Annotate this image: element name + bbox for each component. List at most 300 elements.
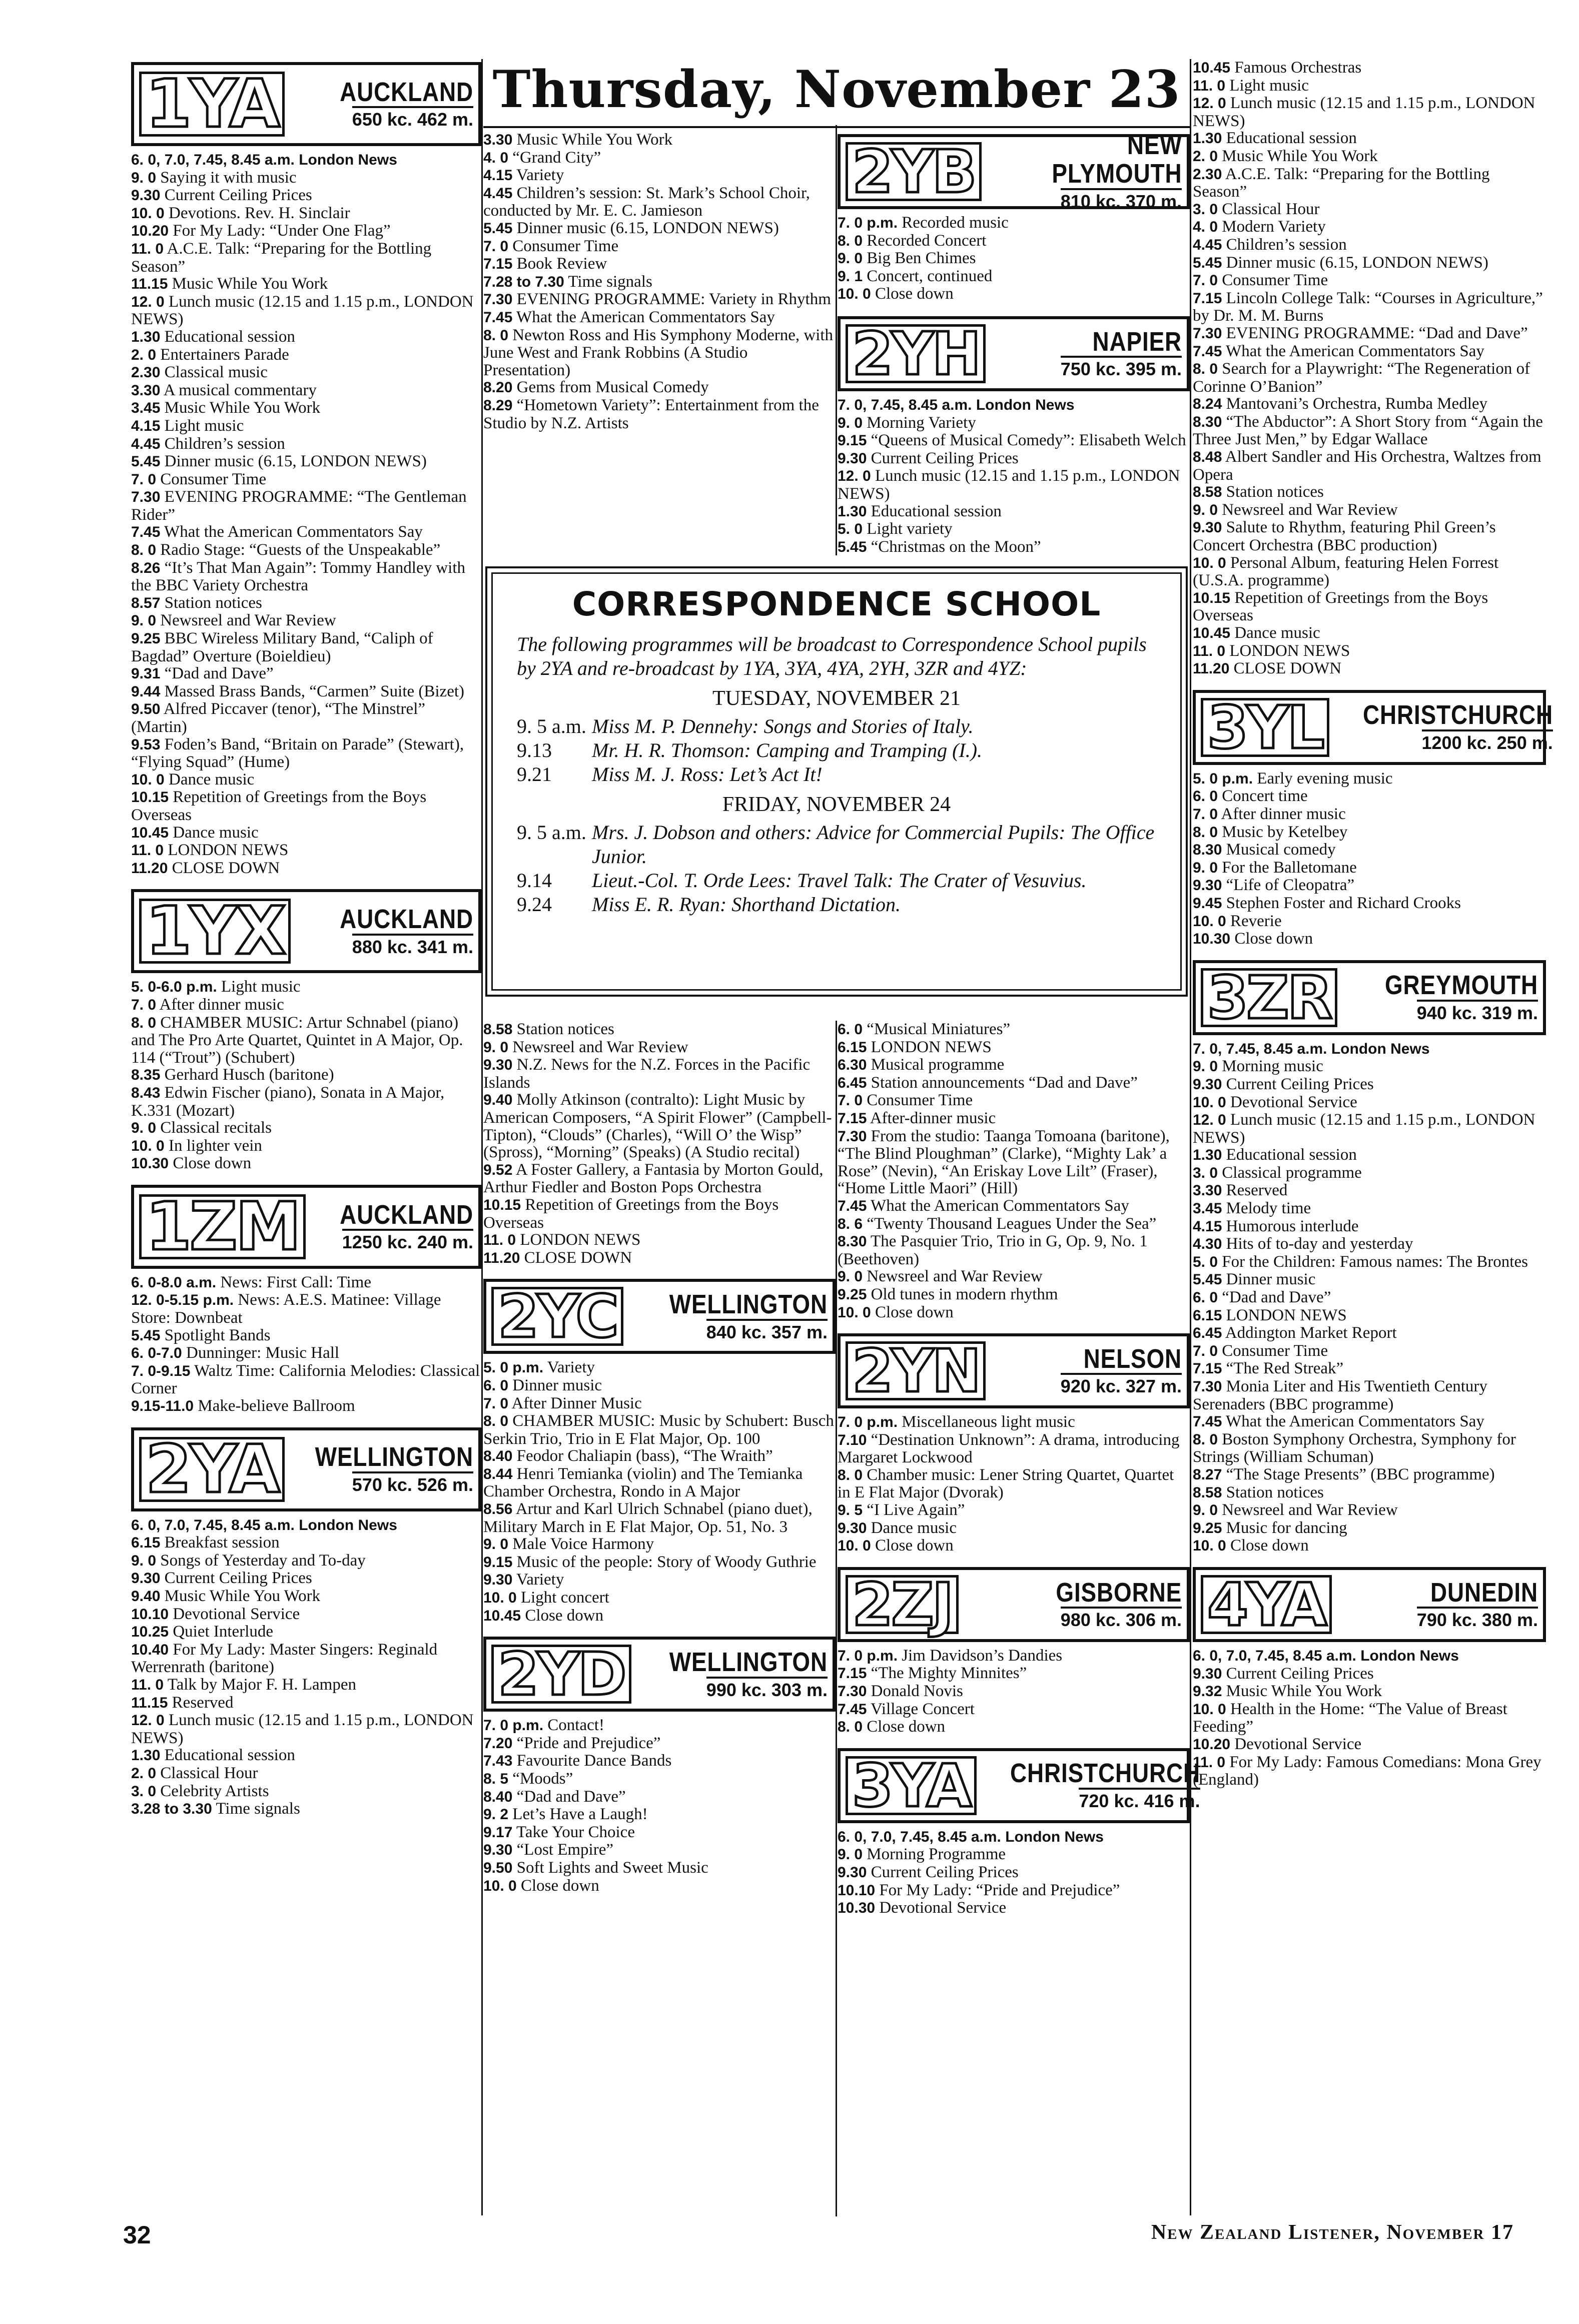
entry-time: 5. 0 <box>838 521 863 538</box>
entry-time: 9.15 <box>838 432 867 449</box>
entry-time: 9. 0 <box>1193 1502 1218 1519</box>
schedule-entry <box>1193 895 1546 913</box>
station-header-2yb <box>838 130 1190 212</box>
schedule-entry <box>131 1534 481 1552</box>
entry-time: 9. 0 <box>483 1039 509 1056</box>
schedule-entry <box>1193 1342 1546 1360</box>
entry-time: 8. 0 <box>131 1014 157 1031</box>
entry-programme: Village Concert <box>871 1700 975 1718</box>
schedule-entry <box>483 1249 836 1267</box>
entry-time: 7. 0, 7.45, 8.45 a.m. London News <box>1193 1040 1430 1057</box>
schedule-entry <box>1193 1182 1546 1200</box>
entry-programme: Station announcements “Dad and Dave” <box>871 1073 1138 1092</box>
entry-time: 6. 0 <box>1193 1289 1218 1306</box>
schedule-entry <box>838 432 1190 450</box>
entry-programme: Classical programme <box>1222 1163 1362 1182</box>
schedule-entry <box>1193 272 1546 290</box>
entry-programme: Songs of Yesterday and To-day <box>160 1551 366 1570</box>
entry-programme: For the Children: Famous names: The Brontes <box>1222 1252 1528 1271</box>
entry-programme: A musical commentary <box>163 381 317 399</box>
lesson-title: Mr. H. R. Thomson: Camping and Tramping (I.). <box>592 739 983 761</box>
schedule-entry <box>131 205 481 223</box>
entry-programme: Humorous interlude <box>1226 1217 1359 1235</box>
entry-programme: Children’s session: St. Mark’s School Choir, conducted by Mr. E. C. Jamieson <box>483 184 810 220</box>
entry-time: 7.45 <box>838 1197 867 1214</box>
schedule-entry <box>838 1466 1190 1501</box>
entry-programme: For My Lady: “Pride and Prejudice” <box>879 1881 1120 1899</box>
schedule-entry <box>131 1765 481 1783</box>
entry-programme: Close down <box>875 1536 954 1555</box>
entry-programme: Current Ceiling Prices <box>164 1569 312 1588</box>
entry-time: 3.30 <box>1193 1182 1222 1199</box>
entry-time: 8.24 <box>1193 396 1222 413</box>
entry-programme: “Destination Unknown”: A drama, introducing Margaret Lockwood <box>838 1430 1180 1467</box>
entry-time: 5.45 <box>131 1327 161 1344</box>
schedule-list <box>1193 1040 1546 1555</box>
column-4 <box>1193 59 1553 1789</box>
schedule-entry <box>131 417 481 435</box>
station-frequency: 940 kc. 319 m. <box>1417 1000 1538 1024</box>
station-city: NELSON <box>1083 1343 1182 1374</box>
entry-time: 5.45 <box>131 453 161 470</box>
entry-time: 9.30 <box>838 1864 867 1881</box>
schedule-entry <box>1193 1076 1546 1094</box>
station-call: 2ZJ <box>852 1570 952 1639</box>
schedule-entry <box>483 1395 836 1413</box>
schedule-list <box>131 978 481 1173</box>
entry-programme: Waltz Time: California Melodies: Classical Corner <box>131 1361 480 1398</box>
entry-programme: Lunch music (12.15 and 1.15 p.m., LONDON NEWS) <box>1193 94 1535 130</box>
entry-programme: Lunch music (12.15 and 1.15 p.m., LONDON NEWS) <box>838 467 1180 503</box>
entry-time: 9.30 <box>838 1519 867 1536</box>
entry-time: 11.20 <box>483 1249 520 1266</box>
entry-programme: Music While You Work <box>164 1587 321 1605</box>
entry-programme: Close down <box>173 1154 252 1173</box>
entry-time: 11.15 <box>131 276 168 293</box>
entry-programme: “The Stage Presents” (BBC programme) <box>1226 1465 1495 1483</box>
entry-time: 8.29 <box>483 397 513 414</box>
entry-programme: Soft Lights and Sweet Music <box>516 1858 708 1877</box>
entry-programme: Musical comedy <box>1226 841 1336 859</box>
schedule-entry <box>483 1465 836 1500</box>
schedule-entry <box>1193 859 1546 877</box>
entry-time: 5.45 <box>1193 254 1222 271</box>
lesson-entry <box>517 714 1156 738</box>
station-frequency: 810 kc. 370 m. <box>1061 188 1182 212</box>
entry-time: 6. 0 <box>1193 788 1218 805</box>
entry-programme: Celebrity Artists <box>160 1782 269 1800</box>
entry-programme: Let’s Have a Laugh! <box>512 1805 648 1824</box>
station-city: AUCKLAND <box>340 77 473 107</box>
schedule-entry <box>1193 254 1546 272</box>
schedule-entry <box>483 1021 836 1039</box>
entry-time: 8. 0 <box>483 1413 509 1430</box>
entry-programme: News: A.E.S. Matinee: Village Store: Downbeat <box>131 1291 441 1327</box>
entry-programme: Devotions. Rev. H. Sinclair <box>168 204 350 222</box>
column-rule <box>1190 59 1191 2215</box>
entry-programme: Devotional Service <box>173 1605 300 1623</box>
schedule-list <box>838 396 1190 556</box>
entry-programme: After-dinner music <box>870 1109 996 1127</box>
schedule-entry <box>838 1864 1190 1882</box>
station-frequency: 880 kc. 341 m. <box>352 934 473 958</box>
schedule-entry <box>131 665 481 683</box>
entry-time: 7. 0 <box>131 996 157 1013</box>
schedule-entry <box>1193 1431 1546 1466</box>
schedule-entry <box>1193 343 1546 361</box>
schedule-entry <box>838 396 1190 414</box>
station-frequency: 650 kc. 462 m. <box>352 106 473 130</box>
entry-programme: For the Balletomane <box>1222 858 1357 877</box>
entry-programme: Repetition of Greetings from the Boys Overseas <box>1193 588 1488 625</box>
schedule-entry <box>1193 1683 1546 1701</box>
station-city: GISBORNE <box>1056 1577 1182 1608</box>
entry-programme: Station notices <box>516 1020 614 1038</box>
entry-programme: “I Live Again” <box>867 1501 965 1519</box>
entry-time: 10. 0 <box>1193 1701 1226 1718</box>
entry-programme: Dinner music <box>512 1376 602 1394</box>
entry-programme: Melody time <box>1226 1199 1311 1218</box>
magazine-footer: New Zealand Listener, November 17 <box>1151 2221 1514 2244</box>
entry-programme: Alfred Piccaver (tenor), “The Minstrel” (Martin) <box>131 700 426 736</box>
schedule-entry <box>483 185 836 220</box>
station-call: 2YN <box>852 1336 980 1406</box>
entry-time: 9.30 <box>131 1570 161 1587</box>
entry-time: 2.30 <box>1193 166 1222 183</box>
entry-time: 4.45 <box>483 185 513 202</box>
entry-time: 12. 0-5.15 p.m. <box>131 1292 234 1309</box>
entry-time: 3.45 <box>1193 1200 1222 1217</box>
schedule-entry <box>838 538 1190 556</box>
entry-programme: LONDON NEWS <box>168 841 289 860</box>
entry-time: 7. 0, 7.45, 8.45 a.m. London News <box>838 396 1075 413</box>
entry-programme: Close down <box>875 285 954 303</box>
schedule-entry <box>131 1800 481 1818</box>
entry-programme: What the American Commentators Say <box>871 1196 1129 1215</box>
schedule-entry <box>1193 1218 1546 1236</box>
entry-time: 12. 0 <box>131 293 165 310</box>
entry-time: 6. 0 <box>838 1021 863 1038</box>
schedule-entry <box>838 1846 1190 1864</box>
entry-time: 6.45 <box>1193 1325 1222 1342</box>
schedule-entry <box>1193 501 1546 519</box>
schedule-entry <box>131 1274 481 1292</box>
entry-time: 8. 0 <box>1193 361 1218 378</box>
entry-time: 11. 0 <box>483 1232 516 1249</box>
schedule-entry <box>838 1233 1190 1268</box>
entry-programme: Stephen Foster and Richard Crooks <box>1226 894 1461 912</box>
schedule-entry <box>131 346 481 364</box>
schedule-entry <box>838 1268 1190 1286</box>
entry-time: 7.45 <box>483 309 513 326</box>
day-heading: FRIDAY, NOVEMBER 24 <box>722 793 951 816</box>
entry-time: 7.30 <box>1193 1378 1222 1395</box>
schedule-entry <box>1193 1235 1546 1253</box>
entry-programme: After dinner music <box>1221 805 1346 823</box>
entry-time: 9.30 <box>483 1572 513 1589</box>
entry-time: 2. 0 <box>1193 148 1218 165</box>
schedule-entry <box>131 996 481 1014</box>
schedule-entry <box>1193 95 1546 130</box>
entry-programme: “Twenty Thousand Leagues Under the Sea” <box>867 1214 1157 1233</box>
entry-time: 3.30 <box>131 382 161 399</box>
schedule-entry <box>1193 1253 1546 1271</box>
entry-time: 10. 0 <box>838 1304 871 1321</box>
schedule-entry <box>131 1606 481 1624</box>
entry-time: 10. 0 <box>131 1137 165 1154</box>
schedule-entry <box>1193 1701 1546 1736</box>
schedule-entry <box>483 1752 836 1770</box>
entry-time: 7.30 <box>1193 325 1222 342</box>
entry-programme: Consumer Time <box>867 1091 973 1110</box>
entry-programme: What the American Commentators Say <box>516 308 775 326</box>
entry-time: 1.30 <box>131 328 161 345</box>
lesson-time: 9. 5 a.m. <box>517 821 586 844</box>
entry-time: 5.45 <box>838 538 867 555</box>
station-call: 3YL <box>1207 692 1323 762</box>
schedule-entry <box>1193 1200 1546 1218</box>
station-call: 1YA <box>146 66 278 143</box>
entry-time: 6.15 <box>131 1534 161 1552</box>
schedule-entry <box>838 1021 1190 1039</box>
schedule-entry <box>483 1735 836 1753</box>
entry-programme: Dance music <box>1234 624 1320 642</box>
entry-time: 8. 0 <box>1193 1431 1218 1448</box>
entry-programme: Repetition of Greetings from the Boys Overseas <box>131 788 427 824</box>
schedule-entry <box>1193 1146 1546 1164</box>
entry-programme: Music by Ketelbey <box>1222 823 1348 841</box>
station-frequency: 920 kc. 327 m. <box>1061 1373 1182 1397</box>
entry-time: 8. 0 <box>131 542 157 559</box>
entry-programme: Book Review <box>516 255 607 273</box>
entry-programme: Edwin Fischer (piano), Sonata in A Major, K.331 (Mozart) <box>131 1083 445 1120</box>
lesson-entry <box>517 762 1156 787</box>
entry-time: 9. 0 <box>131 1120 157 1137</box>
schedule-entry <box>483 1039 836 1057</box>
entry-programme: Station notices <box>1226 1483 1324 1501</box>
schedule-entry <box>838 1074 1190 1092</box>
schedule-entry <box>131 471 481 489</box>
entry-programme: Current Ceiling Prices <box>871 1863 1019 1881</box>
entry-time: 8.20 <box>483 379 513 396</box>
schedule-entry <box>838 1519 1190 1537</box>
entry-programme: Close down <box>1234 930 1313 948</box>
schedule-entry <box>131 1694 481 1712</box>
entry-programme: Reserved <box>172 1693 234 1712</box>
entry-time: 9.30 <box>131 187 161 204</box>
entry-programme: Dance music <box>871 1518 957 1537</box>
lesson-title: Miss M. J. Ross: Let’s Act It! <box>592 763 823 786</box>
entry-time: 9.45 <box>1193 895 1222 912</box>
entry-time: 7.45 <box>838 1701 867 1718</box>
entry-time: 9. 0 <box>838 250 863 267</box>
lesson-time: 9. 5 a.m. <box>517 715 586 737</box>
entry-programme: Newsreel and War Review <box>1222 1501 1398 1519</box>
entry-programme: Addington Market Report <box>1225 1324 1397 1342</box>
schedule-entry <box>838 1286 1190 1304</box>
column-rule <box>836 125 837 555</box>
page-number: 32 <box>123 2221 151 2249</box>
schedule-entry <box>131 169 481 187</box>
entry-time: 7. 0 <box>1193 806 1218 823</box>
entry-programme: Health in the Home: “The Value of Breast Feeding” <box>1193 1700 1507 1736</box>
entry-programme: For My Lady: Master Singers: Reginald Werrenrath (baritone) <box>131 1640 438 1677</box>
schedule-list <box>838 214 1190 303</box>
station-header-1yx <box>131 889 481 973</box>
station-frequency: 980 kc. 306 m. <box>1061 1607 1182 1631</box>
schedule-entry <box>483 1607 836 1625</box>
column-rule <box>836 1021 837 2216</box>
schedule-entry <box>483 131 836 149</box>
entry-time: 6. 0-7.0 <box>131 1345 182 1362</box>
schedule-entry <box>483 273 836 291</box>
entry-programme: In lighter vein <box>168 1136 262 1155</box>
entry-programme: Recorded Concert <box>867 231 987 250</box>
schedule-entry <box>131 541 481 559</box>
schedule-entry <box>131 293 481 328</box>
entry-programme: Reverie <box>1230 912 1282 930</box>
schedule-entry <box>131 559 481 594</box>
entry-programme: “Dad and Dave” <box>1222 1288 1331 1307</box>
station-call: 2YC <box>498 1282 617 1351</box>
entry-programme: Consumer Time <box>1222 271 1328 290</box>
schedule-entry <box>131 1155 481 1173</box>
schedule-entry <box>1193 1665 1546 1683</box>
entry-time: 4.15 <box>483 167 513 184</box>
schedule-entry <box>838 1899 1190 1917</box>
entry-time: 4.15 <box>131 417 161 434</box>
entry-time: 9.25 <box>838 1286 867 1303</box>
schedule-entry <box>838 1039 1190 1057</box>
station-frequency: 990 kc. 303 m. <box>706 1677 828 1701</box>
entry-programme: Current Ceiling Prices <box>164 186 312 205</box>
schedule-entry <box>131 240 481 275</box>
schedule-entry <box>483 1056 836 1091</box>
entry-programme: Dinner music (6.15, LONDON NEWS) <box>164 452 427 471</box>
schedule-entry <box>838 1110 1190 1128</box>
station-frequency: 570 kc. 526 m. <box>352 1471 473 1495</box>
entry-time: 6. 0, 7.0, 7.45, 8.45 a.m. London News <box>131 1516 397 1533</box>
schedule-entry <box>483 1359 836 1377</box>
entry-programme: What the American Commentators Say <box>1226 342 1484 360</box>
entry-time: 11. 0 <box>1193 642 1226 659</box>
schedule-entry <box>1193 806 1546 824</box>
schedule-entry <box>838 1501 1190 1519</box>
entry-time: 7.30 <box>483 291 513 308</box>
entry-programme: Music While You Work <box>1222 147 1378 165</box>
station-header-2yd <box>483 1637 836 1712</box>
entry-time: 9. 0 <box>1193 1058 1218 1075</box>
entry-time: 10.30 <box>131 1155 169 1172</box>
schedule-entry <box>131 1570 481 1588</box>
entry-time: 11. 0 <box>1193 1754 1226 1771</box>
schedule-entry <box>131 842 481 860</box>
entry-programme: Famous Orchestras <box>1234 59 1362 77</box>
schedule-entry <box>131 1327 481 1345</box>
entry-time: 3.30 <box>483 132 513 148</box>
entry-time: 8.27 <box>1193 1466 1222 1483</box>
entry-programme: Monia Liter and His Twentieth Century Serenaders (BBC programme) <box>1193 1377 1487 1413</box>
entry-time: 10.45 <box>1193 60 1231 76</box>
entry-time: 6. 0 <box>483 1377 509 1394</box>
station-frequency: 750 kc. 395 m. <box>1061 356 1182 380</box>
entry-programme: Station notices <box>164 593 262 612</box>
entry-programme: Molly Atkinson (contralto): Light Music by American Composers, “A Spirit Flower” (Campbell-Tipton), “Clouds” (Charles), “Will O’ the Wisp” (Spross), “Morning” (Speaks) (A Studio recital) <box>483 1091 832 1162</box>
station-city: WELLINGTON <box>669 1647 828 1677</box>
entry-time: 3.45 <box>131 400 161 417</box>
entry-time: 8.58 <box>1193 1484 1222 1501</box>
entry-time: 9. 0 <box>131 169 157 186</box>
schedule-entry <box>1193 1307 1546 1325</box>
entry-programme: Male Voice Harmony <box>512 1535 654 1554</box>
schedule-entry <box>131 1516 481 1534</box>
entry-time: 9. 0 <box>483 1536 509 1553</box>
schedule-entry <box>838 1665 1190 1683</box>
entry-programme: “Dad and Dave” <box>164 664 274 683</box>
entry-programme: Variety <box>547 1358 595 1377</box>
entry-time: 7. 0 <box>1193 272 1218 289</box>
entry-programme: A Foster Gallery, a Fantasia by Morton Gould, Arthur Fiedler and Boston Pops Orchestra <box>483 1160 824 1197</box>
entry-time: 8.58 <box>483 1021 513 1038</box>
entry-programme: Hits of to-day and yesterday <box>1226 1235 1413 1253</box>
entry-time: 12. 0 <box>1193 1112 1226 1129</box>
schedule-entry <box>483 167 836 185</box>
schedule-entry <box>1193 642 1546 660</box>
entry-programme: Old tunes in modern rhythm <box>871 1285 1058 1303</box>
schedule-entry <box>1193 1466 1546 1484</box>
entry-programme: Newsreel and War Review <box>160 611 336 630</box>
entry-programme: EVENING PROGRAMME: “Dad and Dave” <box>1226 324 1528 342</box>
entry-time: 10.10 <box>838 1882 876 1899</box>
schedule-entry <box>838 1056 1190 1074</box>
schedule-entry <box>1193 148 1546 166</box>
schedule-entry <box>838 232 1190 250</box>
entry-programme: Talk by Major F. H. Lampen <box>167 1675 356 1694</box>
entry-programme: Massed Brass Bands, “Carmen” Suite (Bizet) <box>164 682 465 700</box>
lesson-time: 9.13 <box>517 739 552 761</box>
entry-programme: Children’s session <box>164 434 285 453</box>
schedule-entry <box>1193 1040 1546 1058</box>
station-city: WELLINGTON <box>315 1442 473 1472</box>
entry-programme: Spotlight Bands <box>164 1326 271 1344</box>
schedule-entry <box>1193 1501 1546 1519</box>
schedule-list <box>131 1274 481 1415</box>
schedule-entry <box>483 1161 836 1196</box>
column-rule <box>481 59 483 2215</box>
schedule-entry <box>1193 325 1546 343</box>
column-3-top <box>838 131 1190 556</box>
entry-time: 8.30 <box>838 1233 867 1250</box>
entry-time: 10. 0 <box>483 1877 517 1894</box>
entry-time: 9.30 <box>1193 877 1222 894</box>
schedule-entry <box>131 771 481 789</box>
schedule-entry <box>838 1197 1190 1215</box>
lesson-entry <box>517 738 1156 762</box>
entry-time: 10.45 <box>483 1607 521 1624</box>
schedule-entry <box>1193 1360 1546 1378</box>
entry-time: 6. 0-8.0 a.m. <box>131 1274 217 1291</box>
schedule-entry <box>131 1084 481 1119</box>
entry-programme: Take Your Choice <box>516 1823 635 1841</box>
entry-time: 7.30 <box>131 489 161 506</box>
lesson-time: 9.24 <box>517 893 552 916</box>
entry-programme: Newton Ross and His Symphony Moderne, with June West and Frank Robbins (A Studio Presentation) <box>483 326 834 379</box>
entry-time: 1.30 <box>838 503 867 520</box>
entry-time: 9.30 <box>483 1057 513 1074</box>
schedule-entry <box>483 327 836 379</box>
entry-time: 5. 0 p.m. <box>483 1359 544 1376</box>
entry-time: 10.30 <box>1193 931 1231 948</box>
